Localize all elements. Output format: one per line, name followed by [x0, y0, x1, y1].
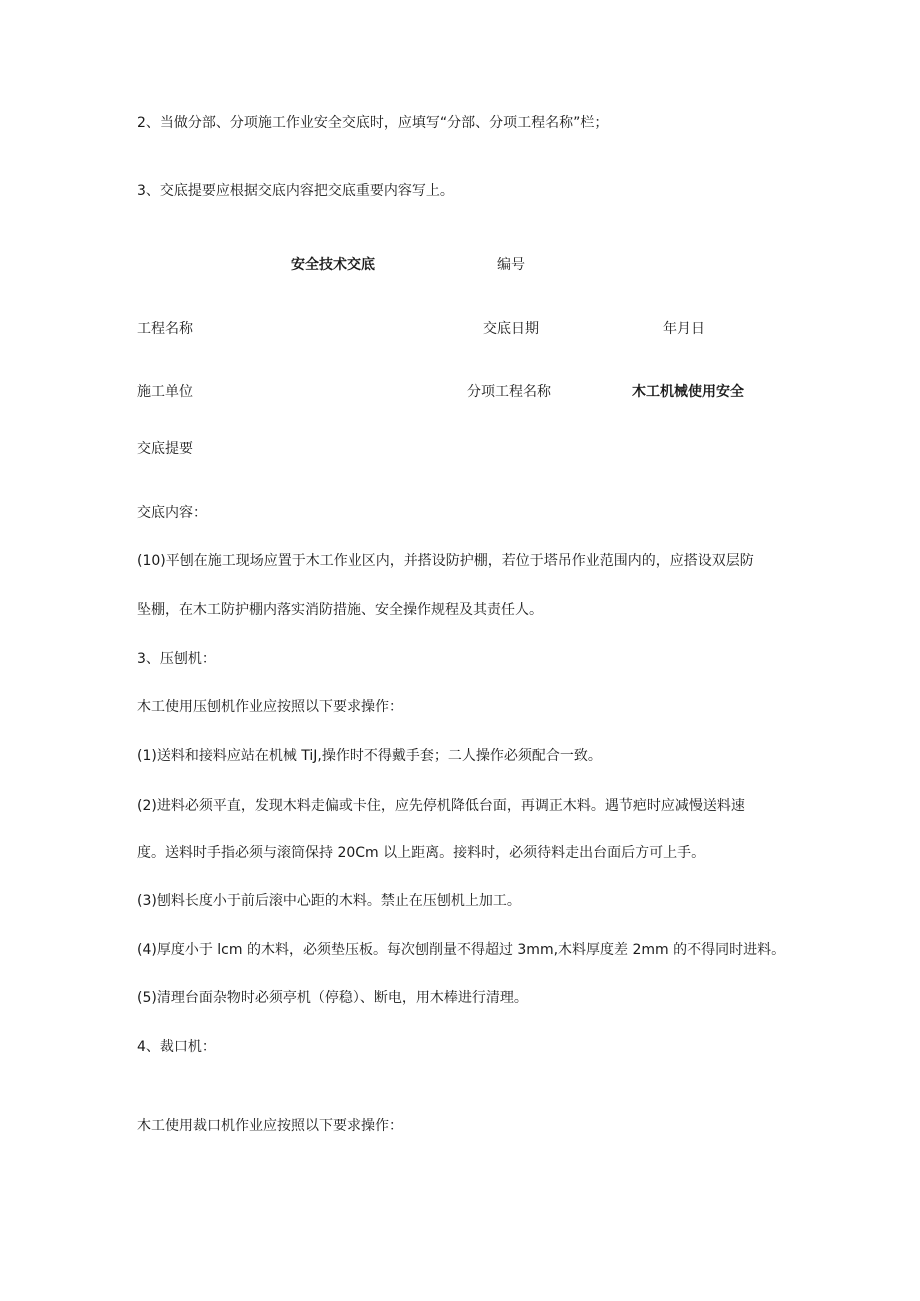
section-3-item-1: (1)送料和接料应站在机械 TiJ,操作时不得戴手套；二人操作必须配合一致。: [137, 748, 602, 764]
note-3: 3、交底提要应根据交底内容把交底重要内容写上。: [137, 183, 454, 199]
section-3-item-2-line2: 度。送料时手指必须与滚筒保持 20Cm 以上距离。接料时，必须待料走出台面后方可上手。: [137, 845, 706, 861]
subitem-label: 分项工程名称: [467, 384, 551, 400]
section-4-heading: 4、裁口机：: [137, 1039, 216, 1055]
document-title: 安全技术交底: [291, 257, 375, 273]
number-label: 编号: [497, 257, 525, 273]
paragraph-10-line1: (10)平刨在施工现场应置于木工作业区内，并搭设防护棚，若位于塔吊作业范围内的，应搭设双层防: [137, 553, 754, 569]
subitem-value: 木工机械使用安全: [632, 384, 744, 400]
section-3-item-5: (5)清理台面杂物时必须亭机（停稳）、断电，用木棒进行清理。: [137, 990, 528, 1006]
date-value: 年月日: [663, 321, 705, 337]
content-label: 交底内容：: [137, 505, 207, 521]
section-4-intro: 木工使用裁口机作业应按照以下要求操作：: [137, 1118, 403, 1134]
project-name-label: 工程名称: [137, 321, 193, 337]
summary-label: 交底提要: [137, 441, 193, 457]
section-3-heading: 3、压刨机：: [137, 651, 216, 667]
section-3-intro: 木工使用压刨机作业应按照以下要求操作：: [137, 699, 403, 715]
section-3-item-4: (4)厚度小于 lcm 的木料，必须垫压板。每次刨削量不得超过 3mm,木料厚度差 2mm 的不得同时进料。: [137, 942, 786, 958]
section-3-item-2-line1: (2)进料必须平直，发现木料走偏或卡住，应先停机降低台面，再调正木料。遇节疤时应减慢送料速: [137, 798, 745, 814]
paragraph-10-line2: 坠棚，在木工防护棚内落实消防措施、安全操作规程及其责任人。: [137, 602, 543, 618]
date-label: 交底日期: [483, 321, 539, 337]
note-2: 2、当做分部、分项施工作业安全交底时，应填写“分部、分项工程名称”栏；: [137, 115, 609, 131]
unit-label: 施工单位: [137, 384, 193, 400]
section-3-item-3: (3)刨料长度小于前后滚中心距的木料。禁止在压刨机上加工。: [137, 893, 521, 909]
